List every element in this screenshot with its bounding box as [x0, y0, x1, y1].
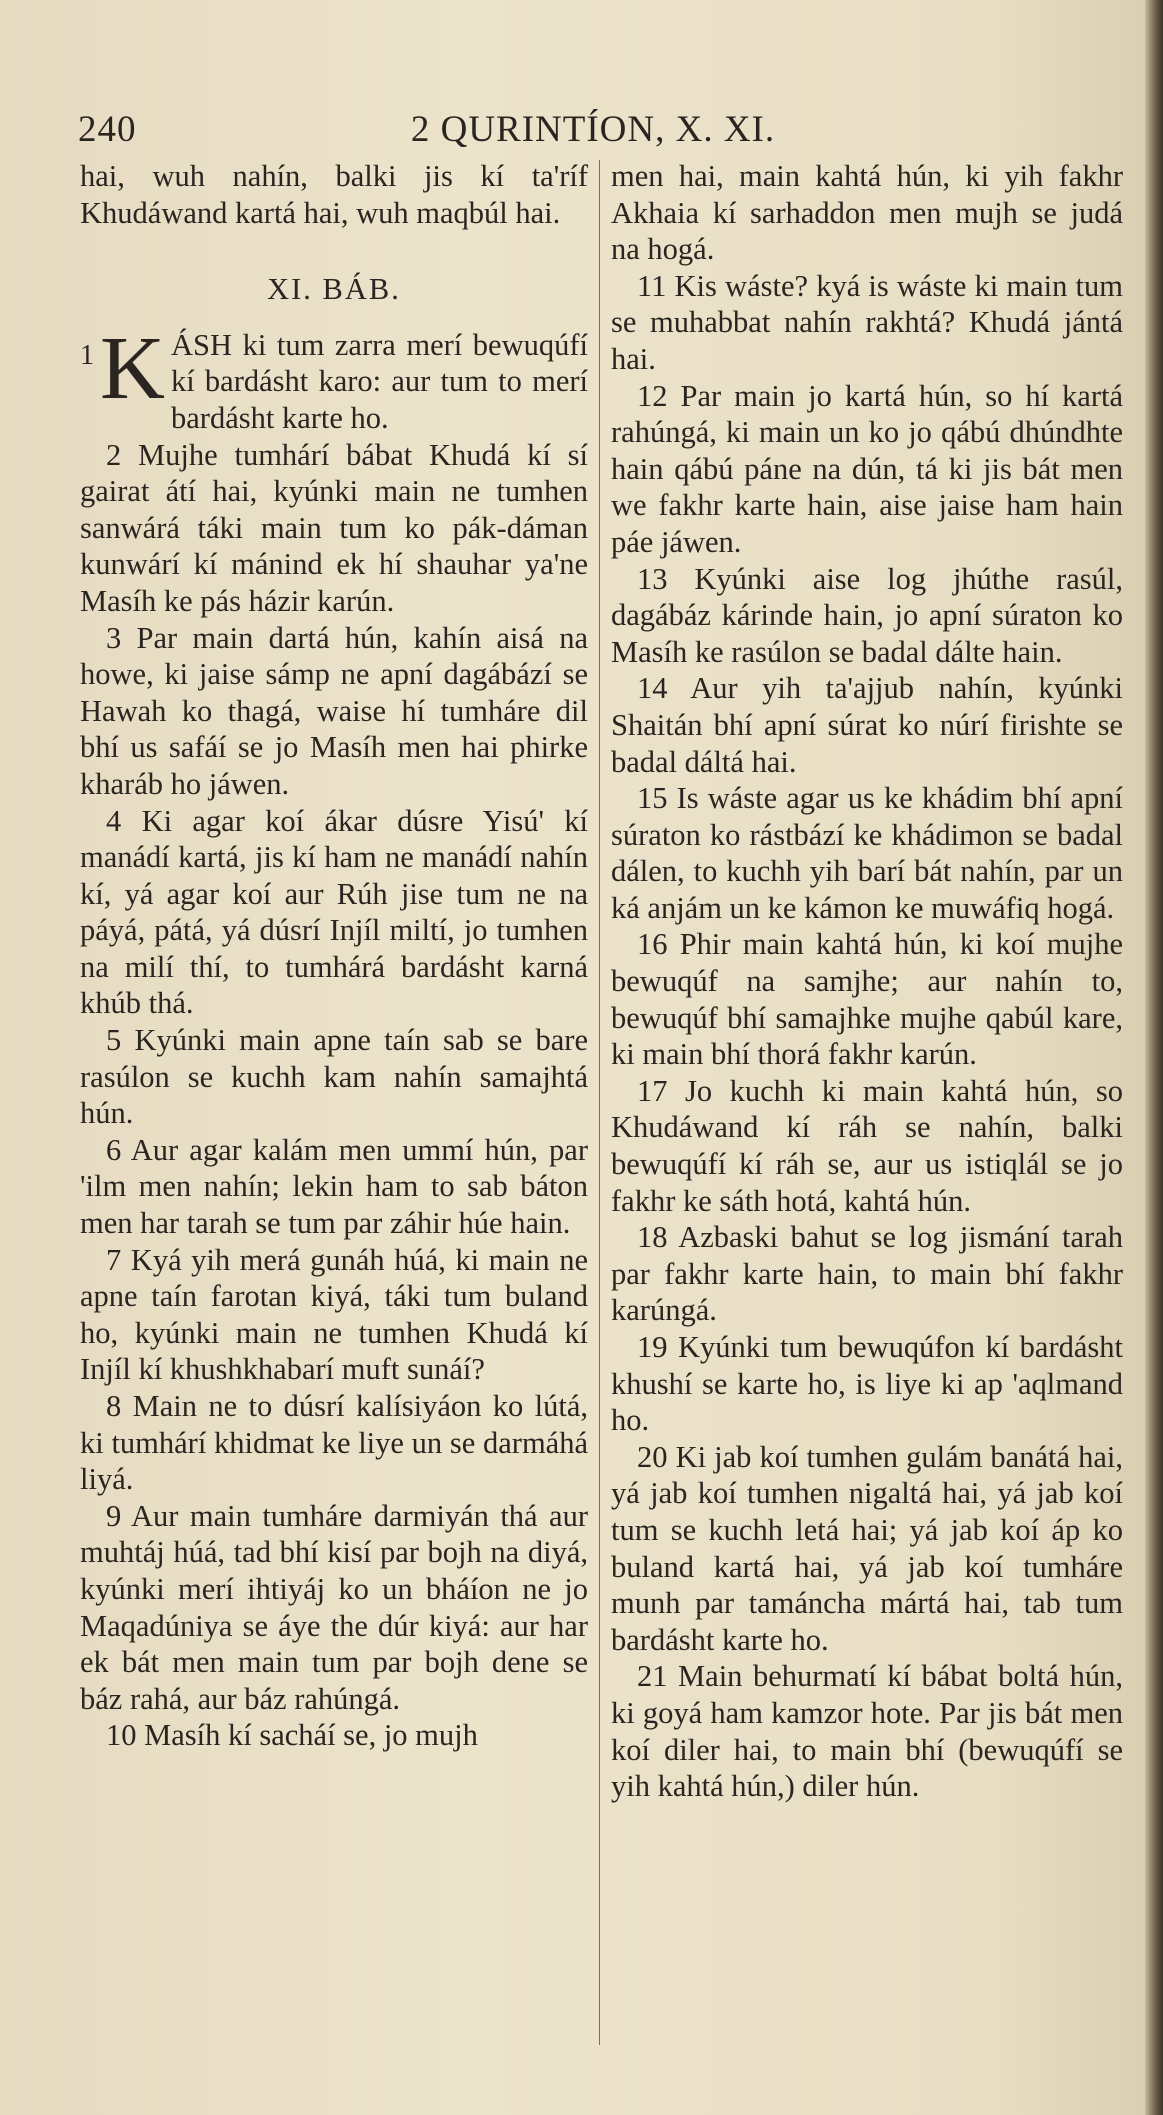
verse: 8 Main ne to dúsrí kalísiyáon ko lútá, ki tumhárí khidmat ke liye un se darmáhá liyá.: [80, 1389, 588, 1497]
verse: 4 Ki agar koí ákar dúsre Yisú' kí manádí kartá, jis kí ham ne manádí nahín kí, yá agar koí aur Rúh jise tum ne na páyá, pátá, yá dúsrí Injíl miltí, jo tumhen na milí thí, to tumhárá bardásht karná khúb thá.: [80, 803, 588, 1021]
verse: 6 Aur agar kalám men ummí hún, par 'ilm men nahín; lekin ham to sab báton men har tarah se tum par záhir húe hain.: [80, 1132, 588, 1241]
verse: 19 Kyúnki tum bewuqúfon kí bardásht khushí se karte ho, is liye ki ap 'aqlmand ho.: [611, 1330, 1123, 1438]
verse-1-text: ÁSH ki tum zarra merí bewuqúfí kí bardásht karo: aur tum to merí bardásht karte ho.: [171, 327, 588, 435]
chapter-x-continuation: hai, wuh nahín, balki jis kí ta'ríf Khudáwand kartá hai, wuh maqbúl hai.: [80, 159, 588, 230]
verse-1-number: 1: [80, 339, 94, 371]
verse: 15 Is wáste agar us ke khádim bhí apní súraton ko rástbází ke khádimon se badal dálen, to kuchh yih barí bát nahín, par un ká anjám un ke kámon ke muwáfiq hogá.: [611, 781, 1123, 925]
verse: 13 Kyúnki aise log jhúthe rasúl, dagábáz kárinde hain, jo apní súraton ko Masíh ke rasúlon se badal dálte hain.: [611, 561, 1123, 669]
running-title: 2 QURINTÍON, X. XI.: [410, 109, 776, 150]
drop-cap: [80, 318, 165, 418]
verse: 20 Ki jab koí tumhen gulám banátá hai, yá jab koí tumhen nigaltá hai, yá jab koí tum se kuchh letá hai; yá jab koí áp ko buland kartá hai, yá jab koí tumháre munh par tamáncha mártá hai, tab tum bardásht karte ho.: [611, 1439, 1123, 1657]
verse: 9 Aur main tumháre darmiyán thá aur muhtáj húá, tad bhí kisí par bojh na diyá, kyúnki merí ihtiyáj ko un bháíon ne jo Maqadúniya se áye the dúr kiyá: aur har ek bát men main tum par bojh dene se báz rahá, aur báz rahúngá.: [80, 1498, 588, 1716]
chapter-heading: XI. BÁB.: [267, 272, 401, 307]
running-header: [78, 108, 1108, 158]
verse: 2 Mujhe tumhárí bábat Khudá kí sí gairat átí hai, kyúnki main ne tumhen sanwárá táki main tum ko pák-dáman kunwárí kí mánind ek hí shauhar ya'ne Masíh ke pás házir karún.: [80, 437, 588, 618]
drop-cap-letter: K: [100, 318, 165, 418]
verse: 11 Kis wáste? kyá is wáste ki main tum se muhabbat nahín rakhtá? Khudá jántá hai.: [611, 268, 1123, 376]
column-divider: [599, 160, 600, 2045]
verse: 7 Kyá yih merá gunáh húá, ki main ne apne taín farotan kiyá, táki tum buland ho, kyúnki main ne tumhen Khudá kí Injíl kí khushkhabarí muft sunáí?: [80, 1242, 588, 1387]
verse: 21 Main behurmatí kí bábat boltá hún, ki goyá ham kamzor hote. Par jis bát men koí diler hai, to main bhí (bewuqúfí se yih kahtá hún,) diler hún.: [611, 1659, 1123, 1804]
right-column: [611, 158, 1123, 1805]
page-number: 240: [78, 109, 137, 150]
verse: 14 Aur yih ta'ajjub nahín, kyúnki Shaitán bhí apní súrat ko núrí firishte se badal dáltá hai.: [611, 671, 1123, 779]
left-column: [80, 158, 588, 1754]
verse: 5 Kyúnki main apne taín sab se bare rasúlon se kuchh kam nahín samajhtá hún.: [80, 1023, 588, 1131]
verse: 17 Jo kuchh ki main kahtá hún, so Khudáwand kí ráh se nahín, balki bewuqúfí kí ráh se, aur us istiqlál se jo fakhr ke sáth hotá, kahtá hún.: [611, 1073, 1123, 1218]
verse: 10 Masíh kí sacháí se, jo mujh: [106, 1718, 478, 1753]
verse: 16 Phir main kahtá hún, ki koí mujhe bewuqúf na samjhe; aur nahín to, bewuqúf bhí samajhke mujhe qabúl kare, ki main bhí thorá fakhr karún.: [611, 927, 1123, 1072]
verse: 18 Azbaski bahut se log jismání tarah par fakhr karte hain, to main bhí fakhr karúngá.: [611, 1220, 1123, 1328]
verse-10-continuation: men hai, main kahtá hún, ki yih fakhr Akhaia kí sarhaddon men mujh se judá na hogá.: [611, 159, 1123, 267]
verse-1: [80, 318, 588, 437]
verse: 3 Par main dartá hún, kahín aisá na howe, ki jaise sámp ne apní dagábází se Hawah ko thagá, waise hí tumháre dil bhí us safáí se jo Masíh men hai phirke kharáb ho jáwen.: [80, 620, 588, 801]
verse: 12 Par main jo kartá hún, so hí kartá rahúngá, ki main un ko jo qábú dhúndhte hain qábú páne na dún, tá ki jis bát men we fakhr karte hain, aise jaise ham hain páe jáwen.: [611, 378, 1123, 559]
page-edge-shadow: [1145, 0, 1163, 2115]
